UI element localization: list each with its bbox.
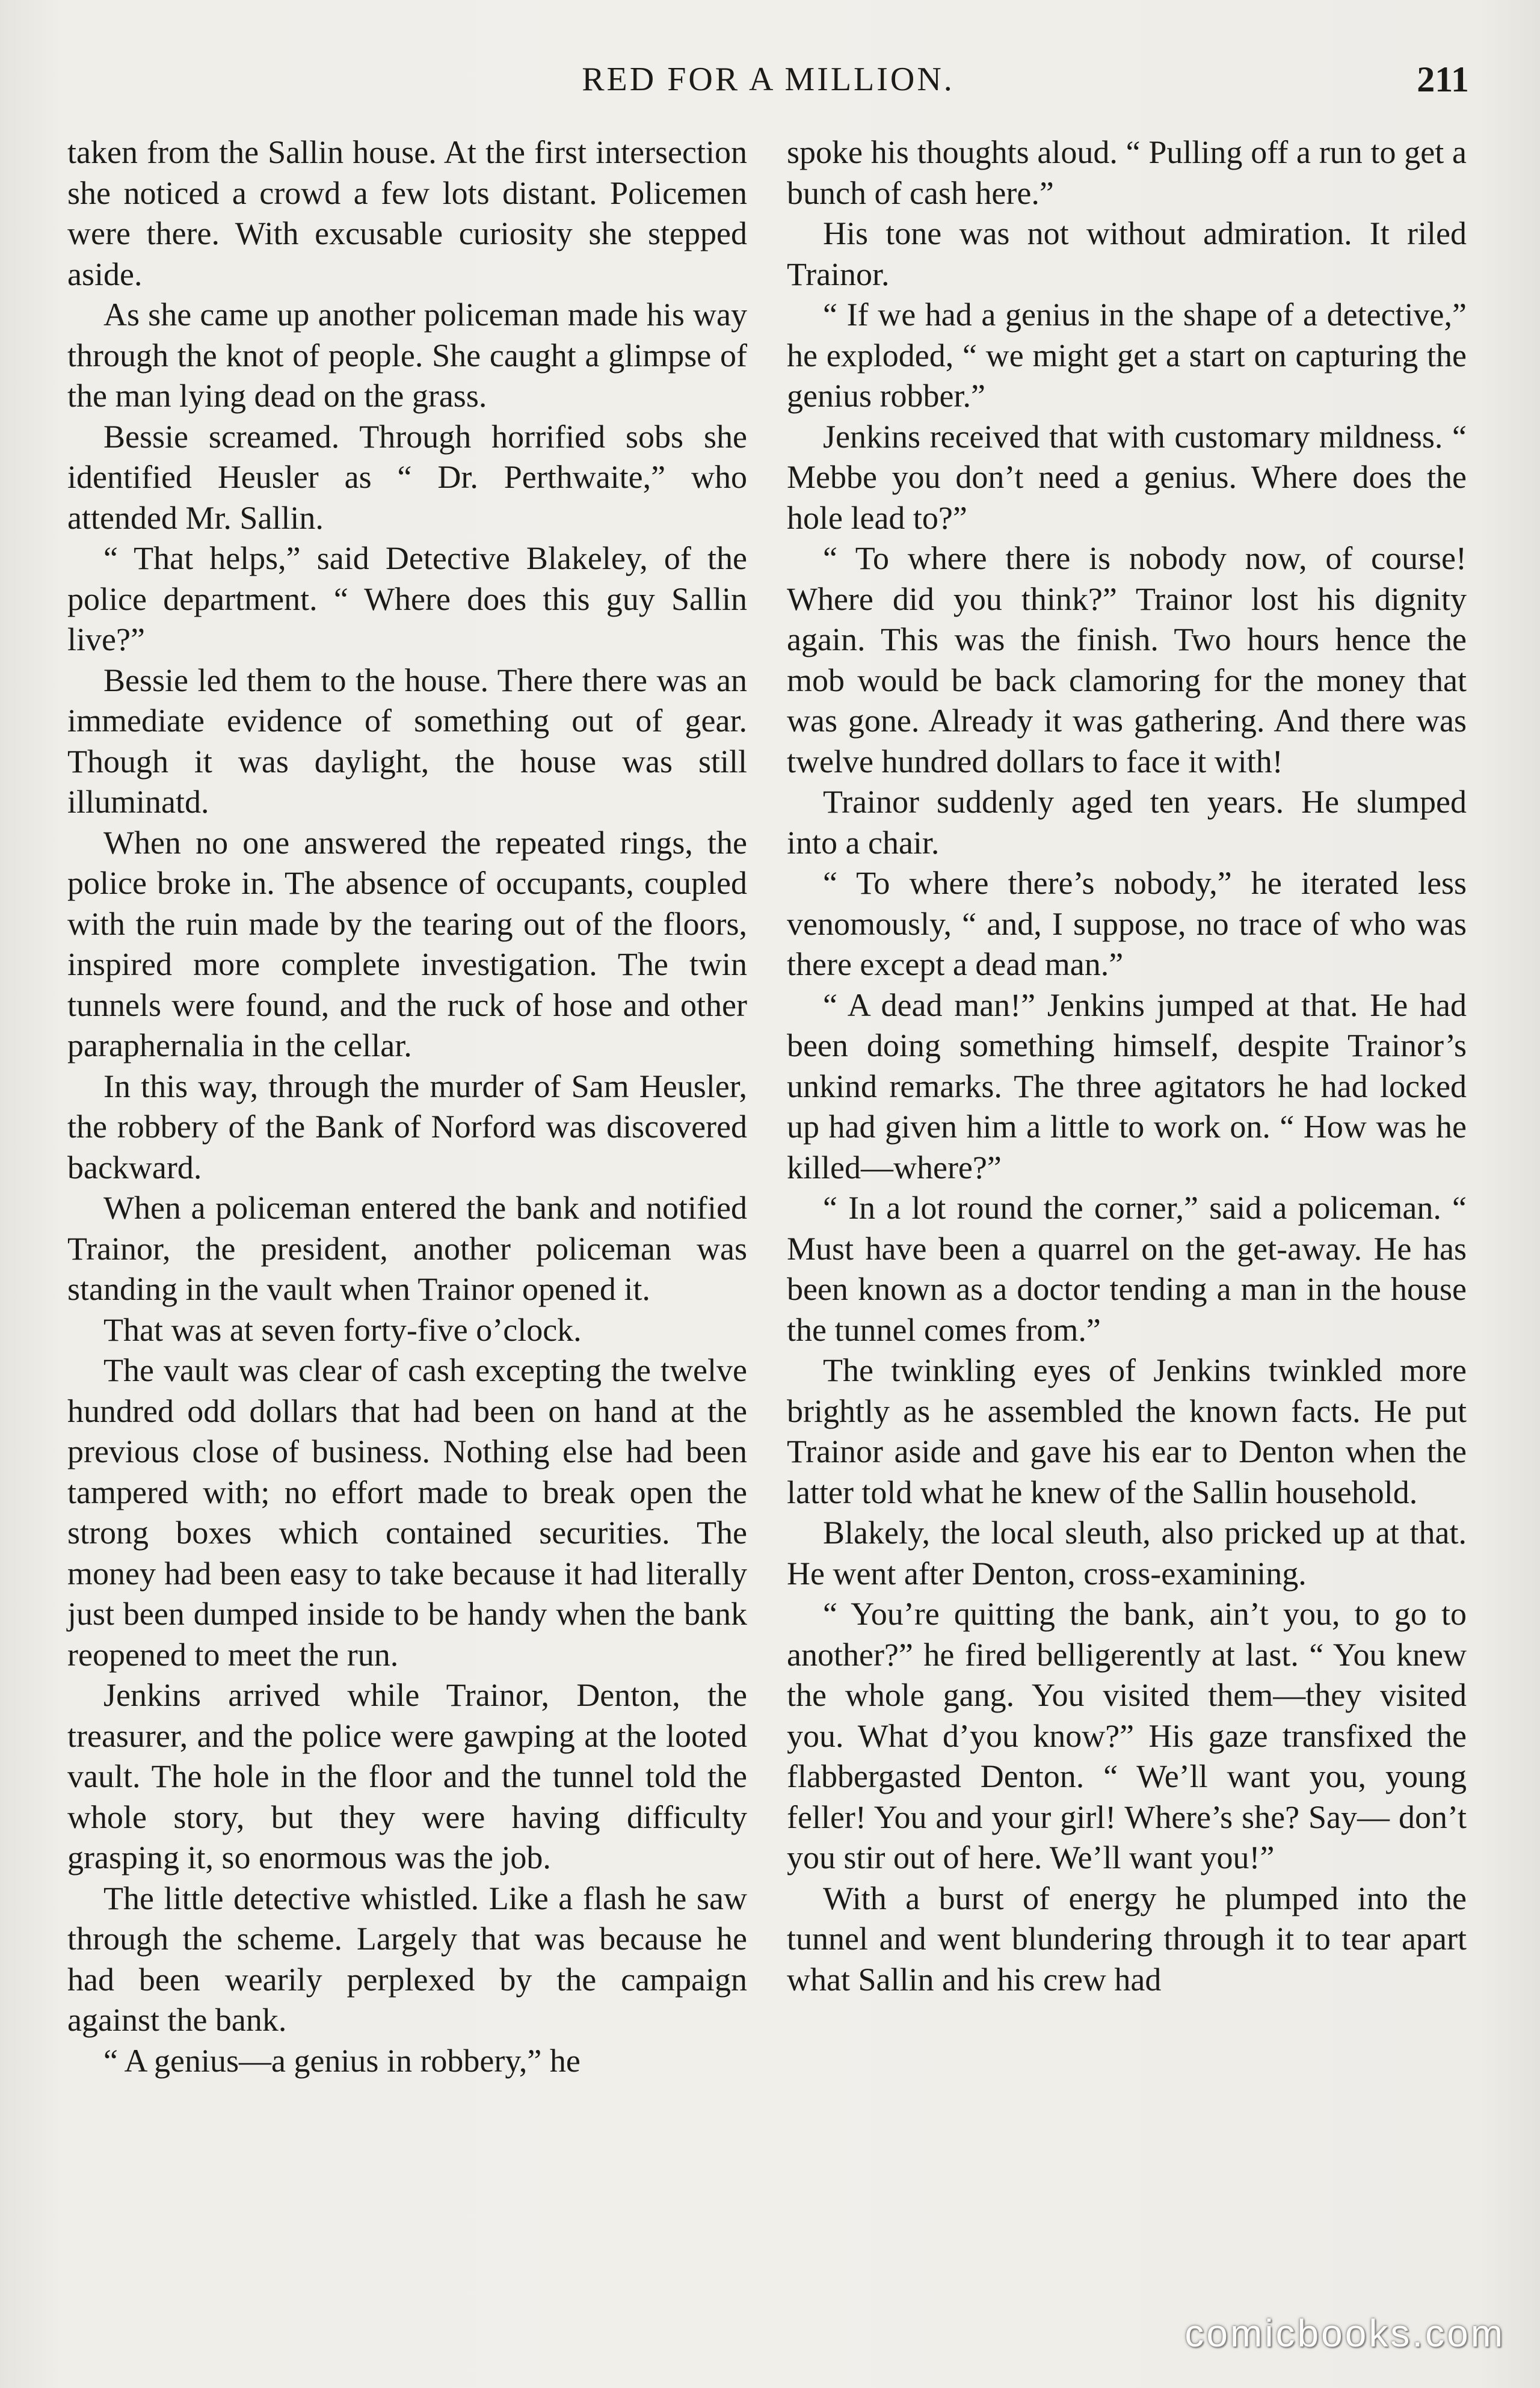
paragraph: “ A genius—a genius in robbery,” he bbox=[103, 2042, 581, 2079]
paragraph: Jenkins received that with customary mildness. “ Mebbe you don’t need a genius. Where does the hole lead to?” bbox=[787, 418, 1467, 536]
paragraph: The twinkling eyes of Jenkins twinkled more brightly as he assembled the known facts. He put Trainor aside and gave his ear to Denton when the latter told what he knew of the Sallin household. bbox=[787, 1352, 1467, 1510]
paragraph: Jenkins arrived while Trainor, Denton, the treasurer, and the police were gawping at the looted vault. The hole in the floor and the tunnel told the whole story, but they were having difficulty grasping it, so enormous was the job. bbox=[67, 1677, 747, 1876]
paragraph: taken from the Sallin house. At the first intersection she noticed a crowd a few lots distant. Policemen were there. With excusable curiosity she stepped aside. bbox=[67, 134, 747, 292]
paragraph: His tone was not without admiration. It riled Trainor. bbox=[787, 215, 1467, 292]
page-number: 211 bbox=[1417, 60, 1469, 99]
paragraph: Bessie screamed. Through horrified sobs she identified Heusler as “ Dr. Perthwaite,” who attended Mr. Sallin. bbox=[67, 418, 747, 536]
paragraph: With a burst of energy he plumped into the tunnel and went blundering through it to tear apart what Sallin and his crew had bbox=[787, 1880, 1467, 1998]
paragraph: “ A dead man!” Jenkins jumped at that. He had been doing something himself, despite Trainor’s unkind remarks. The three agitators he had locked up had given him a little to work on. “ How was he killed—where?” bbox=[787, 986, 1467, 1186]
paragraph: Bessie led them to the house. There there was an immediate evidence of something out of gear. Though it was daylight, the house was still illuminatd. bbox=[67, 662, 747, 820]
running-title: RED FOR A MILLION. bbox=[582, 61, 955, 98]
paragraph: “ In a lot round the corner,” said a policeman. “ Must have been a quarrel on the get-away. He has been known as a doctor tending a man in the house the tunnel comes from.” bbox=[787, 1190, 1467, 1348]
paragraph: spoke his thoughts aloud. “ Pulling off a run to get a bunch of cash here.” bbox=[787, 134, 1467, 211]
page-header bbox=[67, 55, 1469, 103]
paragraph: The vault was clear of cash excepting the twelve hundred odd dollars that had been on hand at the previous close of business. Nothing else had been tampered with; no effort made to break open the strong boxes which contained securities. The money had been easy to take because it had literally just been dumped inside to be handy when the bank reopened to meet the run. bbox=[67, 1352, 747, 1673]
watermark: comicbooks.com bbox=[1184, 2312, 1505, 2355]
paragraph: Blakely, the local sleuth, also pricked up at that. He went after Denton, cross-examining. bbox=[787, 1515, 1467, 1592]
paragraph: “ To where there’s nobody,” he iterated less venomously, “ and, I suppose, no trace of who was there except a dead man.” bbox=[787, 865, 1467, 982]
paragraph: In this way, through the murder of Sam Heusler, the robbery of the Bank of Norford was discovered backward. bbox=[67, 1068, 747, 1186]
paragraph: “ To where there is nobody now, of course! Where did you think?” Trainor lost his dignity again. This was the finish. Two hours hence the mob would be back clamoring for the money that was gone. Already it was gathering. And there was twelve hundred dollars to face it with! bbox=[787, 540, 1467, 780]
paragraph: As she came up another policeman made his way through the knot of people. She caught a glimpse of the man lying dead on the grass. bbox=[67, 297, 747, 414]
right-column bbox=[787, 132, 1467, 2000]
paragraph: Trainor suddenly aged ten years. He slumped into a chair. bbox=[787, 784, 1467, 861]
paragraph: When no one answered the repeated rings, the police broke in. The absence of occupants, coupled with the ruin made by the tearing out of the floors, inspired more complete investigation. The twin tunnels were found, and the ruck of hose and other paraphernalia in the cellar. bbox=[67, 824, 747, 1063]
paragraph: The little detective whistled. Like a flash he saw through the scheme. Largely that was because he had been wearily perplexed by the campaign against the bank. bbox=[67, 1880, 747, 2038]
paragraph: “ That helps,” said Detective Blakeley, of the police department. “ Where does this guy Sallin live?” bbox=[67, 540, 747, 657]
left-column bbox=[67, 132, 747, 2081]
paragraph: “ You’re quitting the bank, ain’t you, to go to another?” he fired belligerently at last. “ You knew the whole gang. You visited them—they visited you. What d’you know?” His gaze transfixed the flabbergasted Denton. “ We’ll want you, young feller! You and your girl! Where’s she? Say— don’t you stir out of here. We’ll want you!” bbox=[787, 1596, 1467, 1876]
paragraph: When a policeman entered the bank and notified Trainor, the president, another policeman was standing in the vault when Trainor opened it. bbox=[67, 1190, 747, 1307]
paragraph: That was at seven forty-five o’clock. bbox=[103, 1311, 582, 1348]
paragraph: “ If we had a genius in the shape of a detective,” he exploded, “ we might get a start on capturing the genius robber.” bbox=[787, 297, 1467, 414]
